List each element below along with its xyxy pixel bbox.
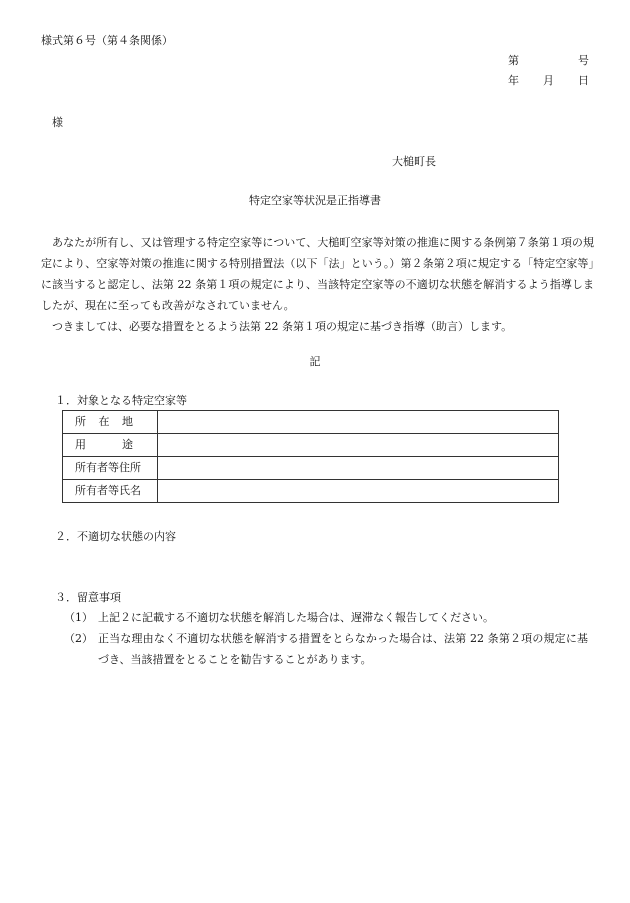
- body-paragraph-2: つきましては、必要な措置をとるよう法第 22 条第１項の規定に基づき指導（助言）します。: [52, 320, 513, 333]
- table-row: [63, 411, 559, 434]
- doc-number-suffix: 号: [578, 54, 589, 67]
- form-number: 様式第６号（第４条関係）: [41, 34, 173, 47]
- section-3-heading: ３．留意事項: [55, 591, 121, 604]
- document-title: 特定空家等状況是正指導書: [249, 194, 381, 207]
- table-row: [63, 434, 559, 457]
- section-1-heading: １．対象となる特定空家等: [55, 394, 187, 407]
- label-owner-name: 所有者等氏名: [63, 480, 158, 503]
- label-usage: 用 途: [63, 434, 158, 457]
- body-paragraph-1: あなたが所有し、又は管理する特定空家等について、大槌町空家等対策の推進に関する条例第７条第１項の規定により、空家等対策の推進に関する特別措置法（以下「法」という。）第２条第２項に規定する「特定空家等」に該当すると認定し、法第 22 条第１項の規定により、当該特定空家等の不適切な状態を解消するよう指導しましたが、現在に至っても改善がなされていません。: [41, 236, 594, 312]
- value-usage: [158, 434, 559, 457]
- sender-name: 大槌町長: [392, 155, 436, 168]
- label-owner-address: 所有者等住所: [63, 457, 158, 480]
- value-owner-address: [158, 457, 559, 480]
- target-property-table: [62, 410, 559, 503]
- date-year: 年: [508, 74, 519, 87]
- note-text-1: 上記２に記載する不適切な状態を解消した場合は、遅滞なく報告してください。: [98, 611, 494, 624]
- section-2-heading: ２．不適切な状態の内容: [55, 530, 176, 543]
- value-owner-name: [158, 480, 559, 503]
- note-text-2: 正当な理由なく不適切な状態を解消する措置をとらなかった場合は、法第 22 条第２項の規定に基づき、当該措置をとることを勧告することがあります。: [98, 632, 588, 666]
- table-row: [63, 480, 559, 503]
- table-row: [63, 457, 559, 480]
- value-location: [158, 411, 559, 434]
- note-number-2: （2）: [64, 632, 93, 645]
- note-number-1: （1）: [64, 611, 93, 624]
- label-location: 所 在 地: [63, 411, 158, 434]
- addressee-honorific: 様: [52, 116, 63, 129]
- date-month: 月: [543, 74, 554, 87]
- ki-marker: 記: [309, 355, 321, 368]
- doc-number-prefix: 第: [508, 54, 519, 67]
- date-day: 日: [578, 74, 589, 87]
- body-text: [41, 232, 594, 337]
